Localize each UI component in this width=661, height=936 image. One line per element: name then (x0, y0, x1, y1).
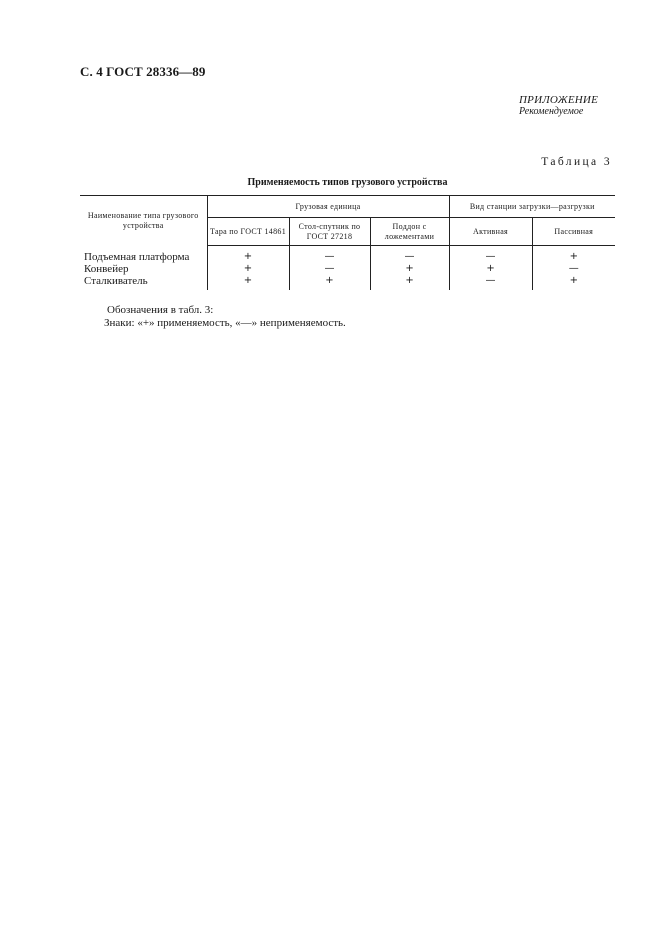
row-name: Конвейер (80, 263, 207, 275)
table-cell: + (569, 275, 578, 286)
table-cell: — (568, 263, 579, 274)
table-cell: + (207, 263, 289, 275)
notes-line-2: Знаки: «+» применяемость, «—» неприменяемость. (104, 317, 346, 329)
row-name: Сталкиватель (80, 275, 207, 290)
appendix-block (519, 94, 598, 117)
row-name: Подъемная платформа (80, 246, 207, 264)
table-caption: Применяемость типов грузового устройства (247, 177, 448, 188)
table-label: Таблица 3 (541, 156, 612, 168)
notes-line-1: Обозначения в табл. 3: (107, 304, 214, 316)
table-cell: + (370, 263, 449, 275)
header-container: Тара по ГОСТ 14861 (207, 218, 289, 246)
table-cell: + (569, 251, 578, 262)
table-cell: + (370, 275, 449, 290)
table-cell: — (370, 246, 449, 264)
table-row (80, 275, 615, 290)
table-cell: + (207, 275, 289, 290)
header-station-type: Вид станции загрузки—разгрузки (449, 196, 615, 218)
header-device-type: Наименование типа грузового устройства (80, 196, 207, 246)
table-cell: + (289, 275, 370, 290)
page-header: С. 4 ГОСТ 28336—89 (80, 64, 206, 79)
table-cell: — (449, 246, 532, 264)
table-cell: — (449, 275, 532, 290)
table-cell: — (289, 263, 370, 275)
appendix-subtitle: Рекомендуемое (519, 106, 584, 117)
header-active: Активная (449, 218, 532, 246)
header-pallet-lodgement: Поддон с ложементами (370, 218, 449, 246)
notes-block (104, 304, 346, 330)
table-cell: + (449, 263, 532, 275)
table-cell: + (207, 246, 289, 264)
applicability-table (80, 195, 615, 290)
header-cargo-unit: Грузовая единица (207, 196, 449, 218)
header-pallet-table: Стол-спутник по ГОСТ 27218 (289, 218, 370, 246)
table-row (80, 263, 615, 275)
table-row (80, 246, 615, 264)
appendix-title: ПРИЛОЖЕНИЕ (519, 94, 598, 106)
header-passive: Пассивная (532, 218, 615, 246)
table-cell: — (289, 246, 370, 264)
